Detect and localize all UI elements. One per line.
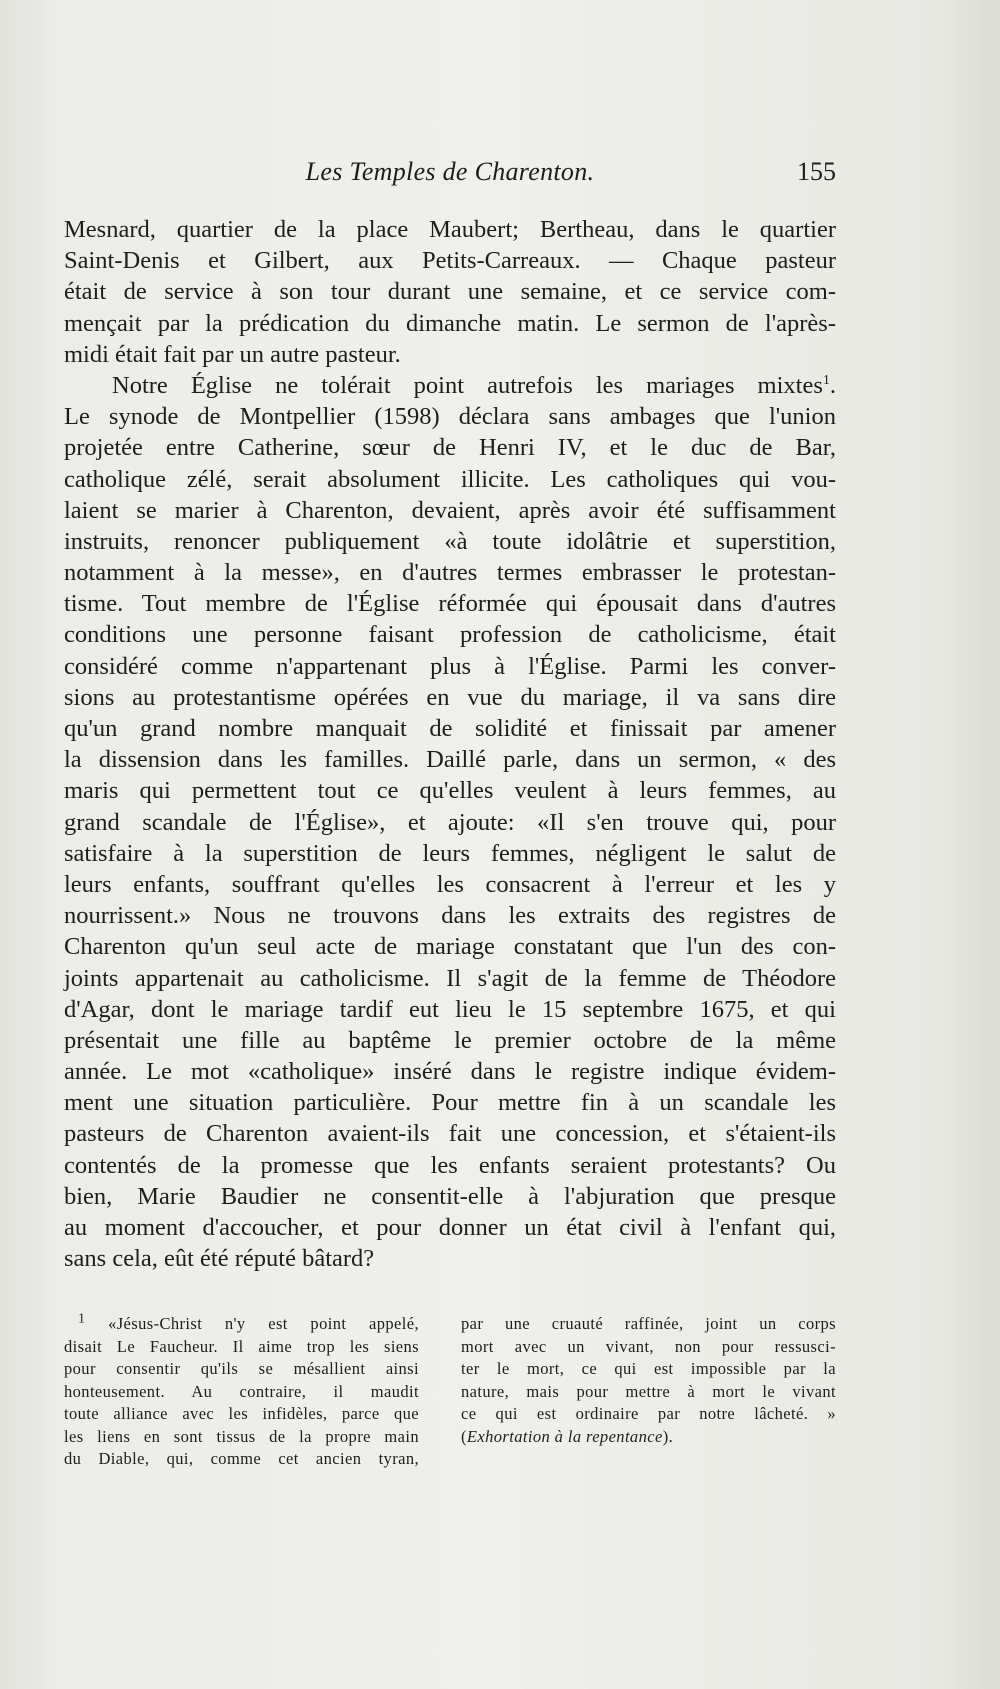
page-header xyxy=(64,157,836,197)
citation-title: Exhortation à la repentance xyxy=(466,1426,663,1446)
citation-open: ( xyxy=(461,1426,467,1446)
footnote-line: ce qui est ordinaire par notre lâcheté. » xyxy=(461,1404,836,1423)
text-segment: Notre Église ne tolérait point autrefois les mariages mixtes xyxy=(112,371,823,399)
text-line: qu'un grand nombre manquait de solidité et finissait par amener xyxy=(64,715,836,742)
text-segment: «Jésus-Christ n'y est point appelé, xyxy=(108,1314,419,1333)
text-line: satisfaire à la superstition de leurs femmes, négligent le salut de xyxy=(64,839,836,867)
text-line: Saint-Denis et Gilbert, aux Petits-Carreaux. — Chaque pasteur xyxy=(64,247,836,275)
text-line: sans cela, eût été réputé bâtard? xyxy=(64,1245,375,1273)
running-title: Les Temples de Charenton. xyxy=(305,157,595,186)
text-line: Le synode de Montpellier (1598) déclara sans ambages que l'union xyxy=(64,403,836,431)
footnote-line: par une cruauté raffinée, joint un corps xyxy=(461,1314,836,1333)
text-line: conditions une personne faisant profession de catholicisme, était xyxy=(64,621,836,649)
text-line: notamment à la messe», en d'autres termes embrasser le protestan- xyxy=(64,559,836,587)
text-line: la dissension dans les familles. Daillé parle, dans un sermon, « des xyxy=(64,746,836,774)
footnote-line: ter le mort, ce qui est impossible par la xyxy=(461,1359,836,1378)
text-line: considéré comme n'appartenant plus à l'Église. Parmi les conver- xyxy=(64,652,836,680)
text-line: présentait une fille au baptême le premier octobre de la même xyxy=(64,1026,836,1054)
footnote-line: mort avec un vivant, non pour ressusci- xyxy=(461,1336,836,1356)
footnote-reference: 1 xyxy=(822,372,830,388)
text-line: grand scandale de l'Église», et ajoute: «Il s'en trouve qui, pour xyxy=(64,808,836,836)
text-line: laient se marier à Charenton, devaient, après avoir été suffisamment xyxy=(64,496,836,524)
text-line: leurs enfants, souffrant qu'elles les consacrent à l'erreur et les y xyxy=(64,870,836,898)
footnote-column-right xyxy=(461,1313,836,1448)
text-line: instruits, renoncer publiquement «à toute idolâtrie et superstition, xyxy=(64,527,836,555)
text-line: joints appartenait au catholicisme. Il s'agit de la femme de Théodore xyxy=(64,964,836,992)
text-line: d'Agar, dont le mariage tardif eut lieu le 15 septembre 1675, et qui xyxy=(64,995,836,1023)
text-line: contentés de la promesse que les enfants seraient protestants? Ou xyxy=(64,1151,836,1179)
footnote-column-left xyxy=(64,1313,419,1471)
footnote-line: pour consentir qu'ils se mésallient ainsi xyxy=(64,1359,419,1378)
text-line: Mesnard, quartier de la place Maubert; Bertheau, dans le quartier xyxy=(64,216,836,243)
text-line: pasteurs de Charenton avaient-ils fait une concession, et s'étaient-ils xyxy=(64,1120,836,1148)
text-line: catholique zélé, serait absolument illicite. Les catholiques qui vou- xyxy=(64,465,836,493)
body-text xyxy=(64,214,836,1274)
text-line: midi était fait par un autre pasteur. xyxy=(64,340,401,368)
text-line: était de service à son tour durant une semaine, et ce service com- xyxy=(64,278,836,306)
footnote-citation xyxy=(461,1426,836,1449)
text-line: maris qui permettent tout ce qu'elles veulent à leurs femmes, au xyxy=(64,777,836,805)
footnote-line: honteusement. Au contraire, il maudit xyxy=(64,1381,419,1401)
text-line: Charenton qu'un seul acte de mariage constatant que l'un des con- xyxy=(64,933,836,961)
text-line: au moment d'accoucher, et pour donner un état civil à l'enfant qui, xyxy=(64,1214,836,1241)
page-number: 155 xyxy=(797,157,836,186)
footnote-line: disait Le Faucheur. Il aime trop les siens xyxy=(64,1336,419,1356)
footnote-line: du Diable, qui, comme cet ancien tyran, xyxy=(64,1449,419,1468)
footnote-line: les liens en sont tissus de la propre main xyxy=(64,1426,419,1446)
text-line: bien, Marie Baudier ne consentit-elle à l'abjuration que presque xyxy=(64,1182,836,1210)
text-line: ment une situation particulière. Pour mettre fin à un scandale les xyxy=(64,1089,836,1117)
footnotes xyxy=(64,1311,836,1468)
citation-close: ). xyxy=(662,1426,674,1446)
text-line: tisme. Tout membre de l'Église réformée qui épousait dans d'autres xyxy=(64,590,836,618)
text-line: nourrissent.» Nous ne trouvons dans les extraits des registres de xyxy=(64,902,836,930)
text-line: projetée entre Catherine, sœur de Henri IV, et le duc de Bar, xyxy=(64,434,836,462)
footnote-line: nature, mais pour mettre à mort le vivant xyxy=(461,1381,836,1401)
text-line: année. Le mot «catholique» inséré dans le registre indique évidem- xyxy=(64,1058,836,1086)
text-line: mençait par la prédication du dimanche matin. Le sermon de l'après- xyxy=(64,309,836,337)
text-line: Notre Église ne tolérait point autrefois les mariages mixtes$^1$. xyxy=(112,371,836,399)
footnote-line xyxy=(64,1313,419,1336)
footnote-line: toute alliance avec les infidèles, parce que xyxy=(64,1404,419,1423)
footnote-marker: 1 xyxy=(78,1311,86,1327)
text-line: sions au protestantisme opérées en vue du mariage, il va sans dire xyxy=(64,683,836,711)
